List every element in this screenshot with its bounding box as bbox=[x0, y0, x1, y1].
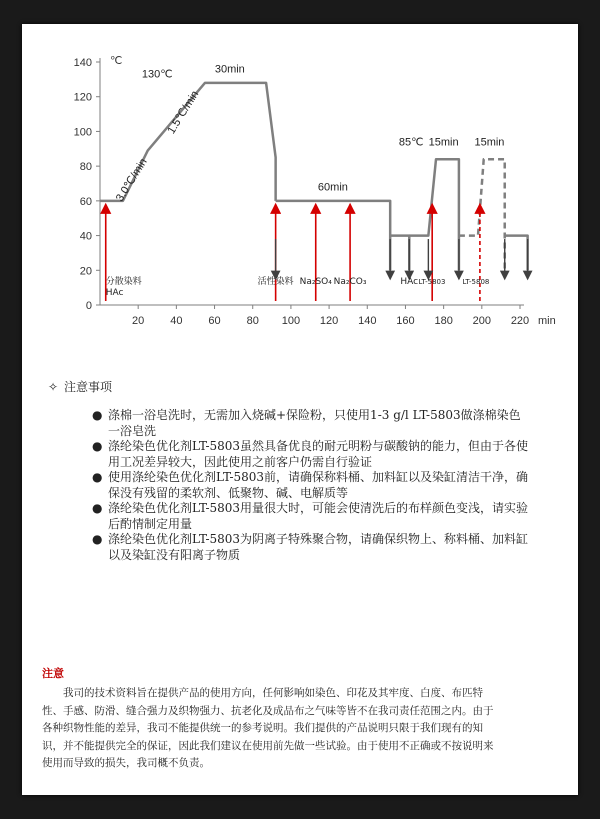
annotation-label: 1.5℃/min bbox=[165, 88, 202, 137]
x-tick-label: 140 bbox=[358, 315, 377, 327]
chemical-label: HAc bbox=[400, 277, 419, 287]
document-page bbox=[22, 24, 578, 795]
y-tick-label: 60 bbox=[79, 195, 92, 208]
annotation-label: 3.0℃/min bbox=[113, 156, 150, 204]
x-tick-label: 20 bbox=[132, 315, 145, 327]
notes-heading bbox=[48, 378, 112, 395]
process-curve-segment bbox=[505, 236, 528, 271]
chemical-label: Na₂SO₄ bbox=[299, 277, 332, 287]
chemical-label: HAc bbox=[105, 288, 124, 298]
y-tick-label: 20 bbox=[79, 265, 92, 278]
annotation-label: 15min bbox=[474, 136, 505, 149]
annotation-label: 85℃ bbox=[398, 136, 424, 149]
chemical-label: LT-5803 bbox=[418, 278, 446, 286]
list-item: ● 涤纶染色优化剂LT-5803为阴离子特殊聚合物，请确保织物上、称料桶、加料缸以及染缸没有阳离子物质 bbox=[92, 532, 529, 562]
x-tick-label: 60 bbox=[208, 315, 221, 327]
y-tick-label: 40 bbox=[79, 230, 92, 243]
bullet-icon: ● bbox=[92, 439, 103, 453]
process-curve-segment bbox=[276, 201, 391, 270]
x-tick-label: 200 bbox=[472, 315, 491, 327]
x-tick-label: 80 bbox=[246, 315, 259, 327]
bullet-icon: ● bbox=[92, 470, 103, 484]
list-item: ● 涤纶染色优化剂LT-5803用量很大时，可能会使清洗后的布样颜色变浅，请实验后酌情制定用量 bbox=[92, 501, 529, 531]
chemical-label: Na₂CO₃ bbox=[333, 277, 367, 287]
y-tick-label: 100 bbox=[73, 126, 92, 139]
annotation-label: 30min bbox=[214, 63, 245, 76]
y-tick-label: 140 bbox=[73, 57, 92, 69]
process-curve-segment bbox=[390, 236, 409, 271]
process-curve-segment bbox=[409, 159, 459, 270]
diamond-star-icon: ✧ bbox=[48, 380, 59, 394]
x-tick-label: 160 bbox=[396, 315, 415, 327]
dyeing-process-chart bbox=[22, 24, 578, 354]
y-tick-label: 120 bbox=[73, 91, 92, 104]
x-tick-label: 100 bbox=[281, 315, 301, 327]
y-axis-label: ℃ bbox=[110, 55, 123, 67]
chemical-label: LT-5808 bbox=[462, 278, 490, 286]
bullet-icon: ● bbox=[92, 408, 103, 422]
list-item: ● 涤棉一浴皂洗时，无需加入烧碱+保险粉，只使用1-3 g/l LT-5803做涤棉染色一浴皂洗 bbox=[92, 408, 521, 438]
x-tick-label: 180 bbox=[434, 315, 453, 327]
y-tick-label: 0 bbox=[85, 300, 92, 312]
process-curve-segment bbox=[459, 159, 505, 270]
y-tick-label: 80 bbox=[79, 161, 92, 174]
notes-list bbox=[90, 408, 530, 563]
x-tick-label: 40 bbox=[170, 315, 183, 327]
chemical-label: 活性染料 bbox=[257, 277, 294, 287]
notes-heading-text: 注意事项 bbox=[64, 380, 113, 394]
bullet-icon: ● bbox=[92, 501, 103, 515]
list-item: ● 使用涤纶染色优化剂LT-5803前，请确保称料桶、加料缸以及染缸清洁干净，确保没有残留的柔软剂、低聚物、碱、电解质等 bbox=[92, 470, 529, 500]
x-axis-label: min bbox=[538, 315, 556, 327]
bullet-icon: ● bbox=[92, 532, 103, 546]
chemical-label: 分散染料 bbox=[105, 277, 142, 287]
x-tick-label: 220 bbox=[510, 315, 530, 327]
disclaimer-body: 我司的技术资料旨在提供产品的使用方向，任何影响如染色、印花及其牢度、白度、布匹特性、手感、防滑、缝合强力及织物强力、抗老化及成品布之气味等皆不在我司责任范围之内。由于各种织物性能的差异，我司不能提供统一的参考说明。我们提供的产品说明只限于我们现有的知识，并不能提供完全的保证，因此我们建议在使用前先做一些试验。由于使用不正确或不按说明来使用而导致的损失，我司概不负责。 bbox=[42, 687, 494, 769]
list-item: ● 涤纶染色优化剂LT-5803虽然具备优良的耐元明粉与碳酸钠的能力，但由于各使用工况差异较大，因此使用之前客户仍需自行验证 bbox=[92, 439, 529, 469]
x-tick-label: 120 bbox=[319, 315, 339, 327]
annotation-label: 60min bbox=[317, 181, 348, 194]
disclaimer-title: 注意 bbox=[42, 667, 64, 680]
annotation-label: 15min bbox=[428, 136, 459, 149]
annotation-label: 130℃ bbox=[141, 68, 173, 81]
